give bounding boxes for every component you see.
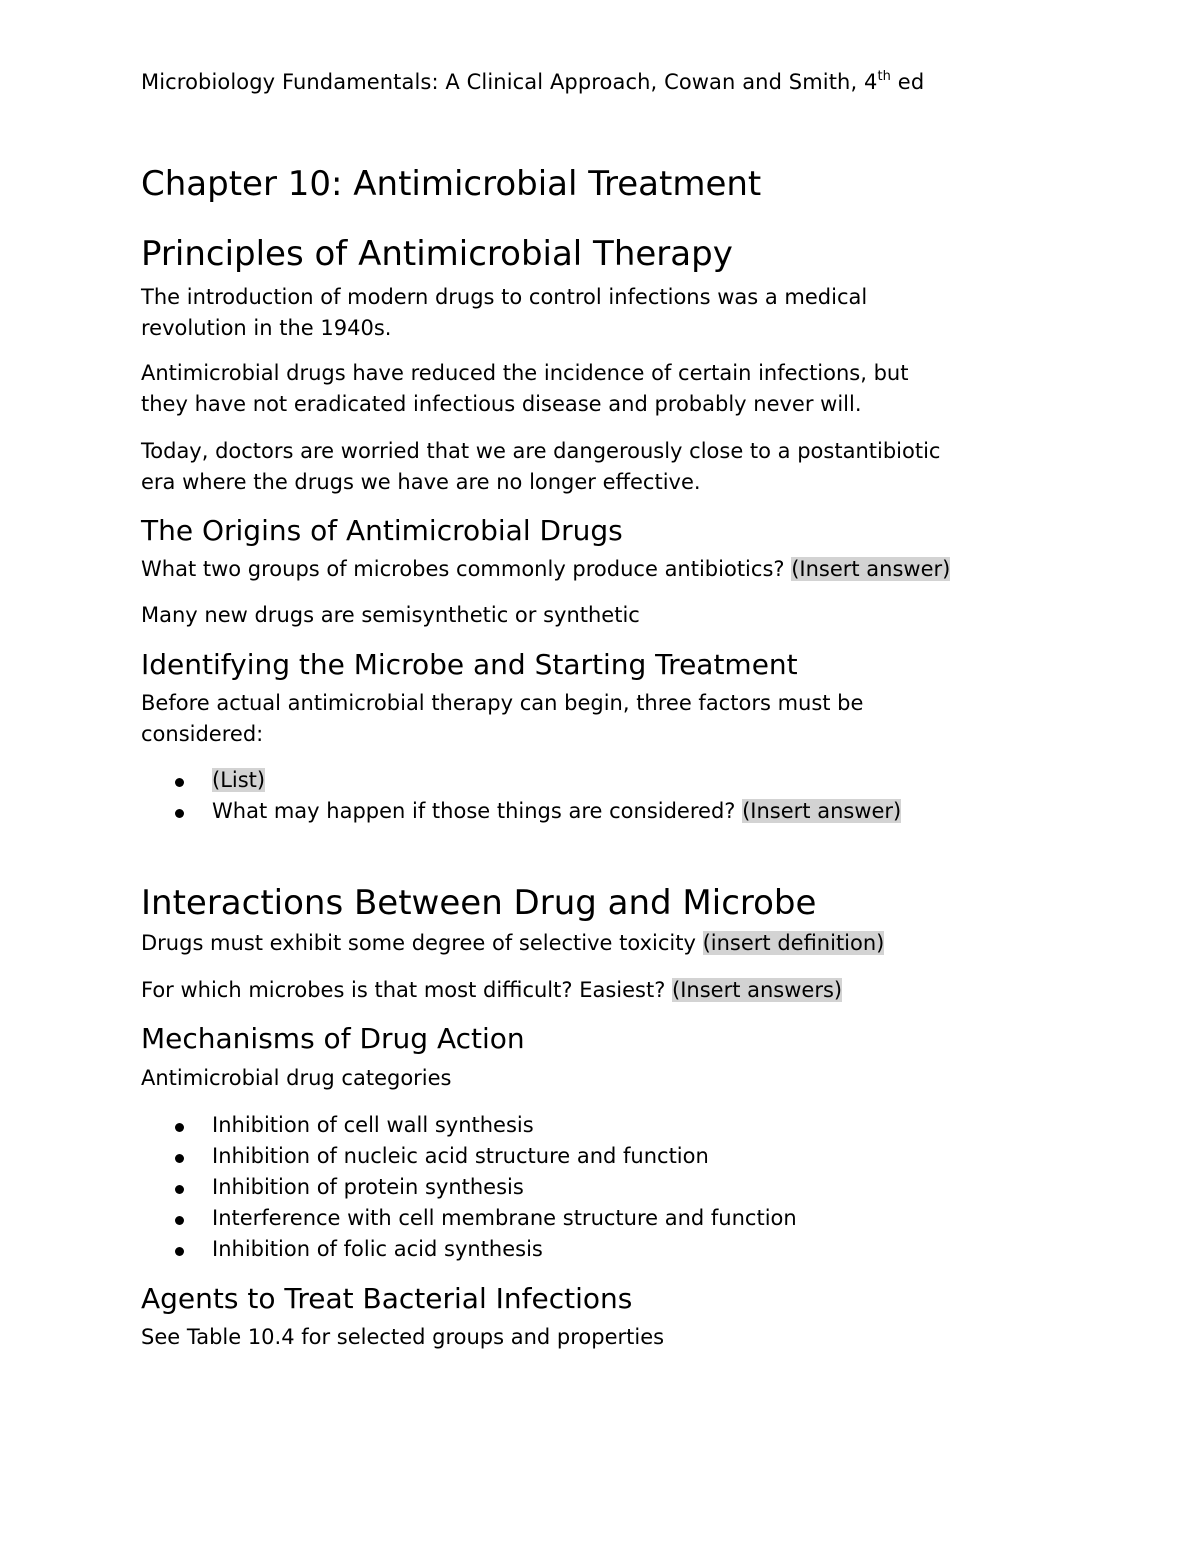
principles-p3-line1: Today, doctors are worried that we are dangerously close to a postantibiotic (141, 439, 941, 463)
origins-heading: The Origins of Antimicrobial Drugs (141, 514, 623, 547)
bullet-icon (175, 1216, 184, 1225)
identifying-p1-line2: considered: (141, 722, 264, 746)
header-suffix: ed (891, 70, 925, 94)
list-item (141, 1234, 797, 1265)
list-item-text: Interference with cell membrane structure and function (212, 1206, 797, 1230)
identifying-heading: Identifying the Microbe and Starting Treatment (141, 648, 798, 681)
interactions-heading: Interactions Between Drug and Microbe (141, 883, 817, 923)
origins-paragraph-2: Many new drugs are semisynthetic or synthetic (141, 603, 640, 627)
interactions-paragraph-2 (141, 975, 842, 1006)
chapter-title: Chapter 10: Antimicrobial Treatment (141, 164, 762, 204)
agents-heading: Agents to Treat Bacterial Infections (141, 1282, 633, 1315)
identifying-bullet-list (141, 765, 901, 827)
list-item-text: Inhibition of protein synthesis (212, 1175, 524, 1199)
principles-paragraph-3 (141, 436, 940, 498)
bullet-icon (175, 809, 184, 818)
interactions-p1-text: Drugs must exhibit some degree of selective toxicity (141, 931, 703, 955)
list-item-text: What may happen if those things are considered? (212, 799, 743, 823)
bullet-icon (175, 1185, 184, 1194)
principles-paragraph-1 (141, 282, 867, 344)
list-item (141, 796, 901, 827)
list-item-text: Inhibition of nucleic acid structure and function (212, 1144, 709, 1168)
list-item (141, 1110, 797, 1141)
principles-paragraph-2 (141, 358, 908, 420)
header-superscript: th (877, 69, 892, 84)
principles-p1-line2: revolution in the 1940s. (141, 316, 392, 340)
list-item (141, 1141, 797, 1172)
bullet-icon (175, 1154, 184, 1163)
origins-answer-field[interactable]: (Insert answer) (791, 557, 951, 581)
mechanisms-bullet-list (141, 1110, 797, 1265)
list-answer-field[interactable]: (List) (212, 768, 266, 792)
mechanisms-heading: Mechanisms of Drug Action (141, 1022, 525, 1055)
interactions-p2-text: For which microbes is that most difficult? Easiest? (141, 978, 673, 1002)
principles-p2-line1: Antimicrobial drugs have reduced the incidence of certain infections, but (141, 361, 909, 385)
agents-paragraph: See Table 10.4 for selected groups and properties (141, 1325, 665, 1349)
running-header (141, 70, 924, 94)
origins-question-text: What two groups of microbes commonly produce antibiotics? (141, 557, 792, 581)
principles-heading: Principles of Antimicrobial Therapy (141, 234, 733, 274)
bullet-icon (175, 778, 184, 787)
origins-question (141, 554, 950, 585)
principles-p3-line2: era where the drugs we have are no longer effective. (141, 470, 701, 494)
list-item-text: Inhibition of folic acid synthesis (212, 1237, 543, 1261)
interactions-paragraph-1 (141, 928, 884, 959)
list-item-text: Inhibition of cell wall synthesis (212, 1113, 534, 1137)
list-item (141, 1203, 797, 1234)
list-item (141, 765, 901, 796)
list-item (141, 1172, 797, 1203)
identifying-paragraph (141, 688, 863, 750)
principles-p2-line2: they have not eradicated infectious disease and probably never will. (141, 392, 862, 416)
principles-p1-line1: The introduction of modern drugs to control infections was a medical (141, 285, 868, 309)
bullet-icon (175, 1123, 184, 1132)
list-answer-field[interactable]: (Insert answer) (742, 799, 902, 823)
mechanisms-intro: Antimicrobial drug categories (141, 1066, 452, 1090)
definition-answer-field[interactable]: (insert definition) (702, 931, 885, 955)
bullet-icon (175, 1247, 184, 1256)
microbes-answer-field[interactable]: (Insert answers) (672, 978, 843, 1002)
header-text: Microbiology Fundamentals: A Clinical Approach, Cowan and Smith, 4 (141, 70, 878, 94)
identifying-p1-line1: Before actual antimicrobial therapy can begin, three factors must be (141, 691, 864, 715)
